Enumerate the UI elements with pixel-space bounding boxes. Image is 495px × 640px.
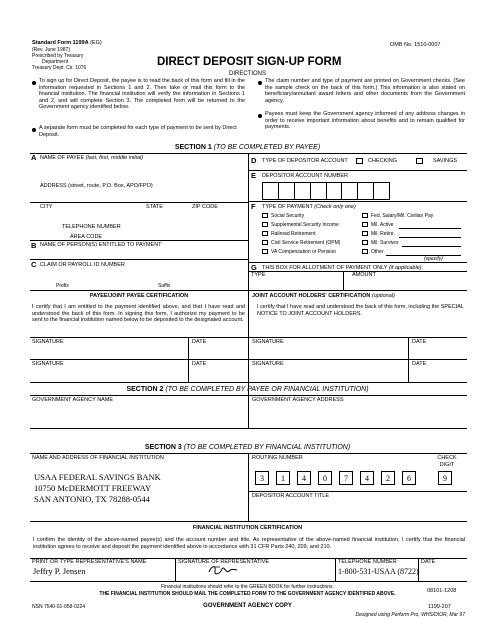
joint-cert-text: I certify that I have read and understood the back of this form, including the SPECIAL NOTICE TO JOINT ACCOUNT HOLDERS. [257,304,464,317]
form-number-suffix: (EG) [90,40,102,46]
designed-by: Designed using Perform Pro, WHS/DIOR, Mar 97 [355,612,465,618]
check-digit-label [432,455,462,468]
allotment-type-field[interactable] [251,279,341,289]
fi-street: 10750 McDERMOTT FREEWAY [34,483,152,493]
field-letter-c: C [31,260,37,269]
field-letter-b: B [31,241,37,250]
payment-civil-service-label: Civil Service Retirement (OPM) [271,240,341,246]
prescribed-department: Department [42,58,69,65]
routing-digit-5[interactable]: 7 [339,471,353,485]
check-digit-label-line1: CHECK [437,455,457,461]
divider [30,581,467,582]
rep-signature-scribble [206,563,240,578]
divider [248,453,249,521]
field-letter-e: E [251,171,257,180]
payment-type-label [262,204,356,211]
section2-heading [0,386,495,394]
footer-note-mail: THE FINANCIAL INSTITUTION SHOULD MAIL THE COMPLETED FORM TO THE GOVERNMENT AGENCY IDENTIFIED ABOVE. [99,591,396,597]
zip-code-label: ZIP CODE [192,204,218,210]
checking-label: CHECKING [368,158,398,164]
agency-address-label: GOVERNMENT AGENCY ADDRESS [252,397,344,403]
routing-digit-2[interactable]: 1 [276,471,290,485]
check-digit-label-line2: DIGIT [439,461,455,468]
nsn-number: NSN 7540-01-058-0224 [32,604,86,610]
address-field[interactable] [40,190,245,202]
account-digit-box[interactable] [262,182,278,200]
payee-name-hint: (last, first, middle initial) [85,155,144,161]
mil-retire-line[interactable] [399,237,461,238]
payment-type-hint: (Check only one) [314,204,356,210]
telephone-label: TELEPHONE NUMBER [62,224,121,230]
joint-signature-label: SIGNATURE [252,339,284,345]
joint2-date-label: DATE [412,361,427,367]
suffix-label: Suffix [158,283,171,289]
payee-name-label [40,155,143,162]
routing-digit-8[interactable]: 6 [402,471,416,485]
section3-title: SECTION 3 [144,444,182,451]
account-number-label: DEPOSITOR ACCOUNT NUMBER [262,173,348,179]
phone-value[interactable]: 1-800-531-USAA (8722) [338,567,419,576]
payment-civil-service-checkbox[interactable] [262,240,268,245]
joint-date-field[interactable] [410,346,465,358]
payment-mil-retire-checkbox[interactable] [362,231,368,236]
state-label: STATE [146,204,163,210]
section1-subtitle: (TO BE COMPLETED BY PAYEE) [213,144,321,151]
joint-date-label: DATE [412,339,427,345]
routing-digit-1[interactable]: 3 [255,471,269,485]
fi-city-state-zip: SAN ANTONIO, TX 78288-0544 [34,494,150,504]
joint-cert-heading [252,293,395,300]
payment-type-label-text: TYPE OF PAYMENT [262,204,313,210]
divider [30,337,467,338]
divider [343,271,344,290]
footer-note-green-book: Financial institutions should refer to the GREEN BOOK for further instructions. [161,584,334,590]
divider [248,201,467,202]
payment-va-checkbox[interactable] [262,249,268,254]
field-letter-a: A [31,153,37,162]
field-letter-d: D [251,156,257,165]
field-letter-g: G [251,263,257,272]
directions-heading: DIRECTIONS [228,71,266,77]
payment-fed-salary-checkbox[interactable] [362,213,368,218]
divider [30,359,467,360]
account-digit-box[interactable] [341,182,357,200]
fi-name: USAA FEDERAL SAVINGS BANK [34,472,161,482]
payee-date-label: DATE [192,339,207,345]
specify-hint: (specify) [424,256,443,262]
divider [335,558,336,581]
account-number-boxes[interactable] [262,182,390,200]
prescribed-by: Prescribed by Treasury [32,52,84,59]
account-digit-box[interactable] [278,182,294,200]
payment-mil-survivor-checkbox[interactable] [362,240,368,245]
form-number: Standard Form 1199A [32,40,89,46]
account-digit-box[interactable] [294,182,310,200]
joint2-signature-label: SIGNATURE [252,361,284,367]
divider [248,491,467,492]
mil-survivor-line[interactable] [402,246,461,247]
payment-mil-active-checkbox[interactable] [362,222,368,227]
account-digit-box[interactable] [373,182,390,200]
payee-name-field[interactable] [40,163,245,181]
agency-name-field[interactable] [32,405,246,426]
divider [30,290,467,291]
payee-signature-field[interactable] [32,346,186,358]
section3-subtitle: (TO BE COMPLETED BY FINANCIAL INSTITUTION) [183,444,351,451]
savings-checkbox[interactable] [416,158,423,164]
routing-digit-6[interactable]: 4 [360,471,374,485]
divider [248,262,467,263]
savings-label: SAVINGS [433,158,458,164]
persons-entitled-label: NAME OF PERSON(S) ENTITLED TO PAYMENT [40,242,162,248]
allotment-amount-field[interactable] [346,279,465,289]
payment-fed-salary-label: Fed. Salary/Mil. Civilian Pay [371,213,434,219]
form-identification [32,40,142,71]
depositor-title-field[interactable] [251,501,465,519]
payment-mil-survivor-label: Mil. Survivor [371,240,399,246]
agency-name-label: GOVERNMENT AGENCY NAME [32,397,114,403]
fi-name-address [34,472,161,505]
joint-cert-title: JOINT ACCOUNT HOLDERS' CERTIFICATION [252,293,371,299]
divider [30,259,248,260]
payment-mil-retire-label: Mil. Retire. [371,231,395,237]
payment-mil-active-label: Mil. Active [371,222,394,228]
allotment-amount-label: AMOUNT [352,272,376,278]
section2-subtitle: (TO BE COMPLETED BY PAYEE OR FINANCIAL INSTITUTION) [165,386,369,393]
account-type-label: TYPE OF DEPOSITOR ACCOUNT [262,158,348,164]
joint-signature-field[interactable] [251,346,406,358]
payment-ssi-checkbox[interactable] [262,222,268,227]
payment-other-checkbox[interactable] [362,249,368,254]
payment-ssi-label: Supplemental Security Income [271,222,339,228]
city-label: CITY [40,204,53,210]
persons-entitled-field[interactable] [40,249,245,259]
claim-number-field[interactable] [40,270,245,282]
routing-digit-4[interactable]: 0 [318,471,332,485]
payee-cert-title: PAYEE/JOINT PAYEE CERTIFICATION [89,293,189,299]
claim-number-label: CLAIM OR PAYROLL ID NUMBER [40,262,125,268]
revision-date: (Rev. June 1987) [32,46,70,53]
address-label: ADDRESS (street, route, P.O. Box, APO/FPO) [40,183,153,189]
depositor-title-label: DEPOSITOR ACCOUNT TITLE [252,493,330,499]
bullet-icon [32,81,36,85]
routing-digit-3[interactable]: 4 [297,471,311,485]
rep-name-label: PRINT OR TYPE REPRESENTATIVE'S NAME [32,559,147,565]
divider [30,240,248,241]
payment-railroad-label: Railroad Retirement [271,231,316,237]
routing-digit-7[interactable]: 2 [381,471,395,485]
divider [30,428,467,429]
fi-cert-text: I confirm the identity of the above-named payee(s) and the account number and title. As representative of the above-named financial institution, I certify that the financial institution agrees to receive and deposit the payment identified above in accordance with 31 CFR Parts 240, 209, and 210. [33,537,465,550]
payee2-date-label: DATE [192,361,207,367]
fi-name-address-label: NAME AND ADDRESS OF FINANCIAL INSTITUTION [32,455,164,461]
directions-paragraph-4: Payees must keep the Government agency informed of any address changes in order to receive important information about benefits and to remain qualified for payments. [265,111,465,130]
payee-date-field[interactable] [190,346,246,358]
divider [418,558,419,581]
section2-title: SECTION 2 [126,386,164,393]
payment-other-label: Other [371,249,384,255]
directions-paragraph-1: To sign up for Direct Deposit, the payee is to read the back of this form and fill in the information requested in Sections 1 and 2. Then take or mail this form to the financial institution. The financial institution will verify the information in Sections 1 and 2, and will complete Section 3. The completed form will be returned to the Government agency identified below. [39,78,245,110]
agency-address-field[interactable] [251,405,465,426]
prefix-label: Prefix [56,283,69,289]
rep-signature-label: SIGNATURE OF REPRESENTATIVE [178,559,270,565]
footer-code: 08101-1208 [427,588,457,594]
payment-va-label: VA Compensation or Pension [271,249,336,255]
bullet-icon [32,128,36,132]
payee-cert-text: I certify that I am entitled to the payment identified above, and that I have read and understood the back of this form. In signing this form, I authorize my payment to be sent to the financial institution named below to be deposited to the designated account. [32,304,245,323]
section3-heading [0,444,495,452]
form-title: DIRECT DEPOSIT SIGN-UP FORM [157,56,342,68]
divider [248,395,249,428]
fi-cert-title: FINANCIAL INSTITUTION CERTIFICATION [192,525,303,531]
payment-social-security-checkbox[interactable] [262,213,268,218]
divider [30,521,467,522]
omb-number: OMB No. 1510-0007 [390,42,441,48]
phone-label: TELEPHONE NUMBER [338,559,397,565]
divider [30,382,467,383]
joint-cert-hint: (optional) [371,293,395,299]
payee2-signature-label: SIGNATURE [32,361,64,367]
directions-paragraph-2: A separate form must be completed for each type of payment to be sent by Direct Deposit. [39,125,237,138]
section1-title: SECTION 1 [174,144,212,151]
bullet-icon [258,114,262,118]
payee-signature-label: SIGNATURE [32,339,64,345]
account-digit-box[interactable] [326,182,342,200]
rep-name-value[interactable]: Jeffry P. Jensen [33,566,86,576]
allotment-hint: (if applicable) [388,265,422,271]
allotment-type-label: TYPE [251,272,266,278]
rep-date-label: DATE [421,559,436,565]
check-digit-box[interactable]: 9 [438,471,452,485]
divider [175,558,176,581]
account-digit-box[interactable] [357,182,373,200]
routing-number-label: ROUTING NUMBER [252,455,303,461]
section1-heading [0,144,495,152]
area-code-label: AREA CODE [70,234,103,240]
form-code: 1199-207 [428,604,451,610]
copy-designation: GOVERNMENT AGENCY COPY [203,603,292,609]
allotment-label-text: THIS BOX FOR ALLOTMENT OF PAYMENT ONLY [262,265,388,271]
field-letter-f: F [251,202,256,211]
account-digit-box[interactable] [310,182,326,200]
checking-checkbox[interactable] [356,158,363,164]
payment-railroad-checkbox[interactable] [262,231,268,236]
mil-active-line[interactable] [399,228,461,229]
payment-social-security-label: Social Security [271,213,305,219]
bullet-icon [258,81,262,85]
directions-paragraph-3: The claim number and type of payment are printed on Government checks. (See the sample check on the back of this form.) This information is also stated on beneficiary/annuitant award letters and other documents from the Government agency. [265,78,465,104]
treasury-circular: Treasury Dept. Cir. 1076 [32,64,87,71]
divider [30,202,248,203]
payee-name-label-text: NAME OF PAYEE [40,155,85,161]
divider [248,170,467,171]
